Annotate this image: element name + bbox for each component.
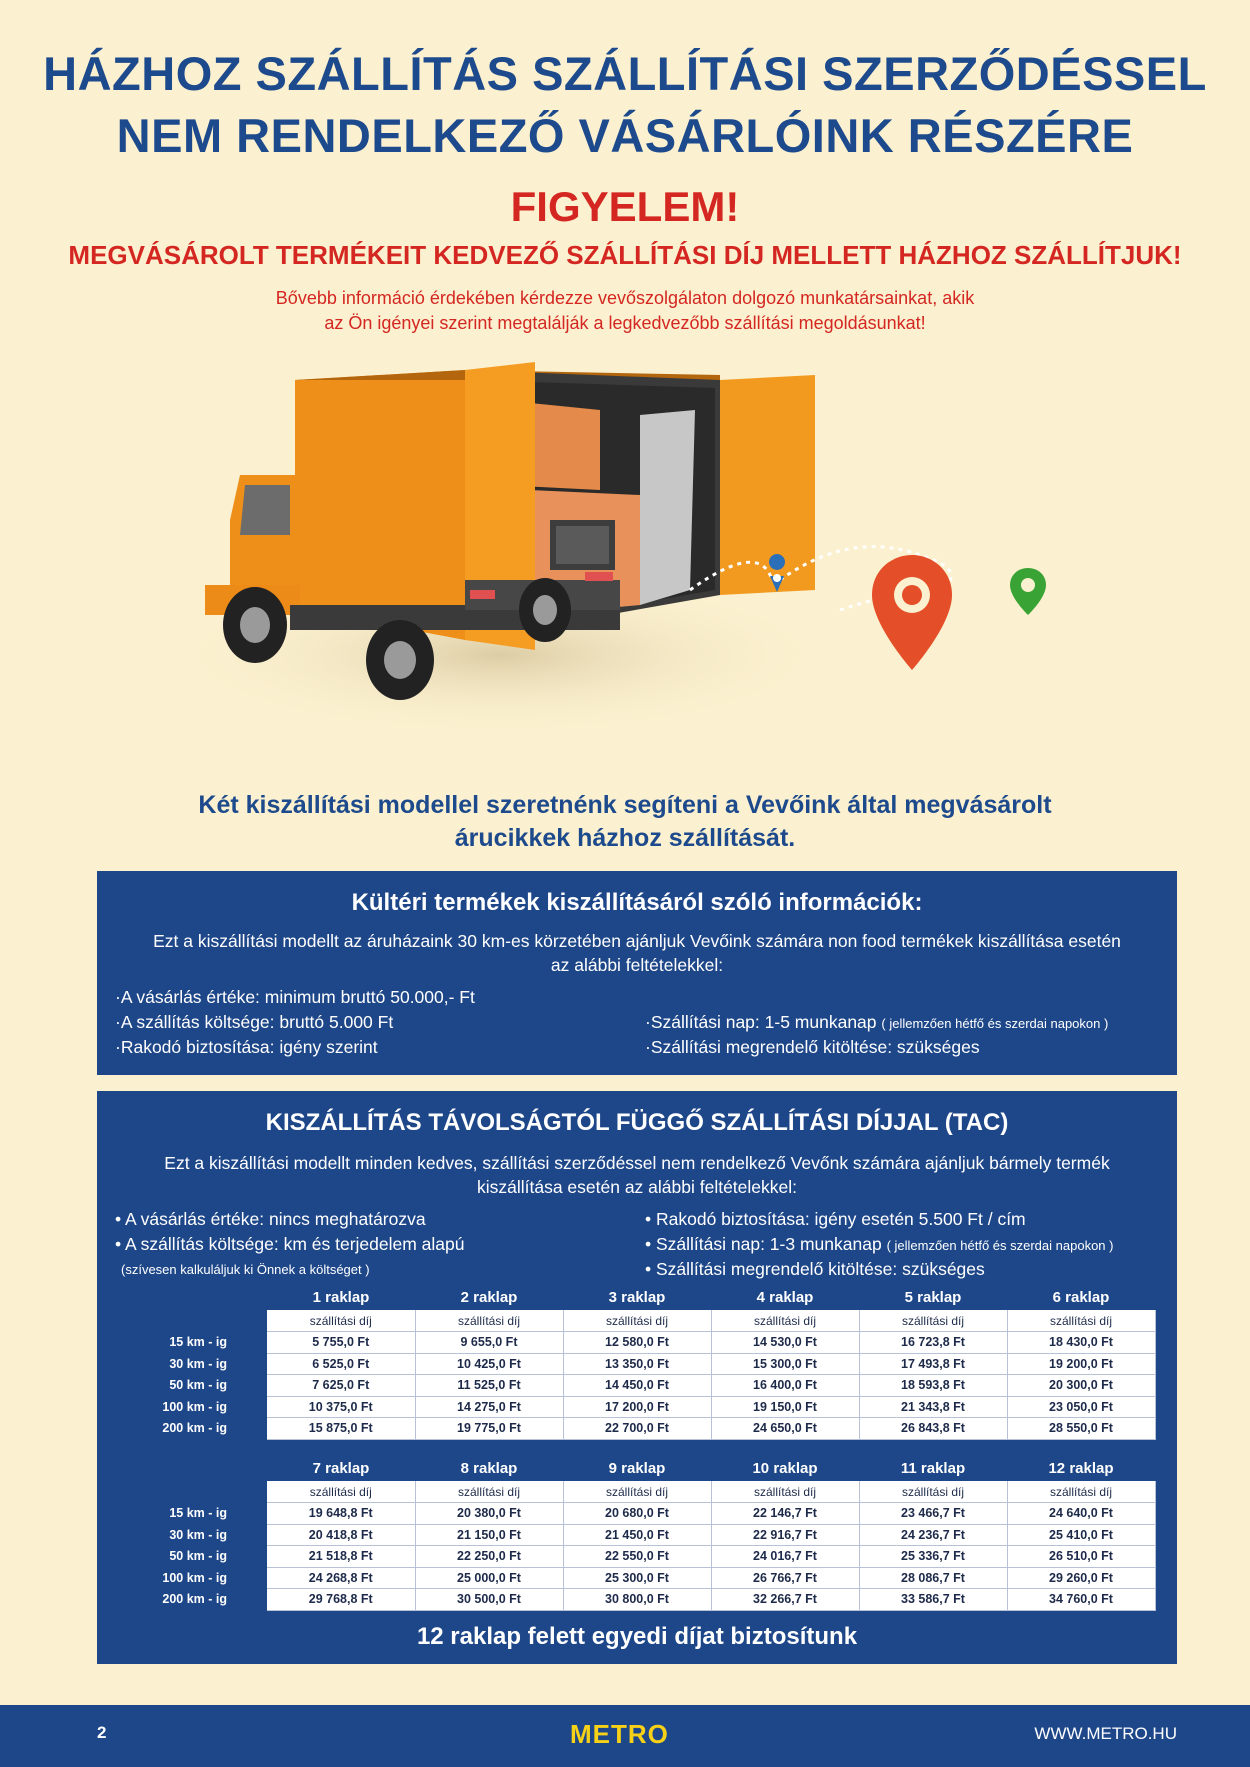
- outdoor-condition-min-value: ·A vásárlás értéke: minimum bruttó 50.000,- Ft: [115, 987, 475, 1007]
- fee-cell: 15 875,0 Ft: [267, 1418, 415, 1440]
- fee-cell: 7 625,0 Ft: [267, 1375, 415, 1397]
- fee-cell: 17 200,0 Ft: [563, 1396, 711, 1418]
- fee-cell: 25 000,0 Ft: [415, 1567, 563, 1589]
- info-line-1: Bővebb információ érdekében kérdezze vevőszolgálaton dolgozó munkatársainkat, akik: [275, 288, 975, 308]
- fee-cell: 21 343,8 Ft: [859, 1396, 1007, 1418]
- info-line-2: az Ön igényei szerint megtalálják a legkedvezőbb szállítási megoldásunkat!: [324, 313, 926, 333]
- fee-cell: 20 300,0 Ft: [1007, 1375, 1155, 1397]
- tac-condition-cost: • A szállítás költsége: km és terjedelem alapú: [115, 1234, 465, 1254]
- tac-intro-line1: Ezt a kiszállítási modellt minden kedves, szállítási szerződéssel nem rendelkező Vevőnk számára ajánljuk bármely termék: [164, 1153, 1110, 1173]
- pallet-column-header: 4 raklap: [756, 1289, 814, 1306]
- fee-cell: 14 530,0 Ft: [711, 1332, 859, 1354]
- outdoor-condition-delivery-day: [645, 1010, 1108, 1036]
- pallet-column-header: 7 raklap: [312, 1460, 370, 1477]
- table-row: [117, 1396, 1155, 1418]
- fee-cell: 22 146,7 Ft: [711, 1503, 859, 1525]
- fee-cell: 20 380,0 Ft: [415, 1503, 563, 1525]
- fee-cell: 22 250,0 Ft: [415, 1546, 563, 1568]
- fee-cell: 34 760,0 Ft: [1007, 1589, 1155, 1611]
- fee-cell: 32 266,7 Ft: [711, 1589, 859, 1611]
- fee-cell: 19 150,0 Ft: [711, 1396, 859, 1418]
- attention-heading: FIGYELEM!: [510, 183, 740, 230]
- fee-label-cell: szállítási díj: [859, 1481, 1007, 1503]
- fee-label-cell: szállítási díj: [711, 1481, 859, 1503]
- pallet-column-header: 5 raklap: [904, 1289, 962, 1306]
- fee-cell: 22 700,0 Ft: [563, 1418, 711, 1440]
- tac-delivery-panel: [97, 1091, 1177, 1664]
- tac-delivery-day-note: ( jellemzően hétfő és szerdai napokon ): [886, 1238, 1114, 1253]
- outdoor-condition-cost: ·A szállítás költsége: bruttó 5.000 Ft: [115, 1012, 394, 1032]
- fee-cell: 24 268,8 Ft: [267, 1567, 415, 1589]
- distance-label: 100 km - ig: [117, 1567, 267, 1589]
- fee-cell: 30 800,0 Ft: [563, 1589, 711, 1611]
- fee-cell: 25 410,0 Ft: [1007, 1524, 1155, 1546]
- fee-label-cell: szállítási díj: [563, 1310, 711, 1332]
- tac-delivery-day-text: • Szállítási nap: 1-3 munkanap: [645, 1234, 882, 1254]
- fee-label-cell: szállítási díj: [415, 1310, 563, 1332]
- metro-logo: METRO: [570, 1719, 669, 1749]
- delivery-models-line1: Két kiszállítási modellel szeretnénk segíteni a Vevőink által megvásárolt: [198, 791, 1052, 819]
- table-blank-cell: [117, 1310, 267, 1332]
- fee-cell: 20 680,0 Ft: [563, 1503, 711, 1525]
- fee-label-cell: szállítási díj: [267, 1310, 415, 1332]
- table-row: [117, 1375, 1155, 1397]
- outdoor-condition-loader: ·Rakodó biztosítása: igény szerint: [115, 1037, 378, 1057]
- outdoor-condition-order-form: ·Szállítási megrendelő kitöltése: szükséges: [645, 1037, 980, 1057]
- fee-cell: 13 350,0 Ft: [563, 1353, 711, 1375]
- fee-table-7-12-pallets: [117, 1456, 1156, 1611]
- fee-cell: 22 916,7 Ft: [711, 1524, 859, 1546]
- page-footer: [0, 1705, 1250, 1767]
- table-row: [117, 1353, 1155, 1375]
- fee-label-cell: szállítási díj: [859, 1310, 1007, 1332]
- table-row: [117, 1524, 1155, 1546]
- fee-table-1-6-pallets: [117, 1285, 1156, 1440]
- outdoor-delivery-panel: [97, 871, 1177, 1075]
- pallet-column-header: 12 raklap: [1048, 1460, 1114, 1477]
- table-row: [117, 1546, 1155, 1568]
- outdoor-delivery-day-text: ·Szállítási nap: 1-5 munkanap: [645, 1012, 877, 1032]
- table-blank-cell: [117, 1481, 267, 1503]
- fee-cell: 30 500,0 Ft: [415, 1589, 563, 1611]
- tac-condition-value: • A vásárlás értéke: nincs meghatározva: [115, 1209, 426, 1229]
- distance-label: 100 km - ig: [117, 1396, 267, 1418]
- fee-cell: 24 236,7 Ft: [859, 1524, 1007, 1546]
- fee-cell: 24 016,7 Ft: [711, 1546, 859, 1568]
- fee-cell: 19 775,0 Ft: [415, 1418, 563, 1440]
- fee-label-cell: szállítási díj: [415, 1481, 563, 1503]
- delivery-models-line2: árucikkek házhoz szállítását.: [454, 824, 796, 852]
- fee-cell: 28 086,7 Ft: [859, 1567, 1007, 1589]
- distance-label: 200 km - ig: [117, 1589, 267, 1611]
- fee-cell: 20 418,8 Ft: [267, 1524, 415, 1546]
- website-link[interactable]: WWW.METRO.HU: [1034, 1724, 1177, 1743]
- fee-label-cell: szállítási díj: [1007, 1310, 1155, 1332]
- tac-condition-order-form: • Szállítási megrendelő kitöltése: szükséges: [645, 1259, 985, 1279]
- delivery-truck-illustration: [200, 340, 1100, 770]
- outdoor-delivery-day-note: ( jellemzően hétfő és szerdai napokon ): [881, 1016, 1109, 1031]
- fee-cell: 26 766,7 Ft: [711, 1567, 859, 1589]
- fee-cell: 19 648,8 Ft: [267, 1503, 415, 1525]
- fee-cell: 25 336,7 Ft: [859, 1546, 1007, 1568]
- distance-label: 30 km - ig: [117, 1353, 267, 1375]
- tac-condition-cost-note: (szívesen kalkuláljuk ki Önnek a költséget ): [121, 1262, 370, 1277]
- fee-cell: 6 525,0 Ft: [267, 1353, 415, 1375]
- custom-fee-note: 12 raklap felett egyedi díjat biztosítunk: [416, 1623, 858, 1650]
- tac-condition-delivery-day: [645, 1232, 1113, 1258]
- pallet-column-header: 2 raklap: [460, 1289, 518, 1306]
- outdoor-intro-line1: Ezt a kiszállítási modellt az áruházaink 30 km-es körzetében ajánljuk Vevőink számára non food termékek kiszállítása esetén: [153, 931, 1121, 951]
- pallet-column-header: 6 raklap: [1052, 1289, 1110, 1306]
- distance-label: 15 km - ig: [117, 1332, 267, 1354]
- pallet-column-header: 1 raklap: [312, 1289, 370, 1306]
- table-row: [117, 1567, 1155, 1589]
- fee-cell: 19 200,0 Ft: [1007, 1353, 1155, 1375]
- fee-cell: 29 260,0 Ft: [1007, 1567, 1155, 1589]
- table-row: [117, 1332, 1155, 1354]
- table-row: [117, 1503, 1155, 1525]
- fee-label-cell: szállítási díj: [1007, 1481, 1155, 1503]
- outdoor-intro-line2: az alábbi feltételekkel:: [550, 955, 724, 975]
- distance-label: 50 km - ig: [117, 1375, 267, 1397]
- distance-label: 30 km - ig: [117, 1524, 267, 1546]
- fee-cell: 16 400,0 Ft: [711, 1375, 859, 1397]
- outdoor-panel-title: Kültéri termékek kiszállításáról szóló információk:: [351, 889, 923, 916]
- fee-cell: 9 655,0 Ft: [415, 1332, 563, 1354]
- table-corner: [117, 1456, 267, 1481]
- fee-cell: 21 450,0 Ft: [563, 1524, 711, 1546]
- fee-cell: 22 550,0 Ft: [563, 1546, 711, 1568]
- fee-cell: 28 550,0 Ft: [1007, 1418, 1155, 1440]
- fee-cell: 21 150,0 Ft: [415, 1524, 563, 1546]
- fee-cell: 23 050,0 Ft: [1007, 1396, 1155, 1418]
- fee-cell: 18 430,0 Ft: [1007, 1332, 1155, 1354]
- green-location-pin-icon: [1010, 568, 1046, 615]
- table-row: [117, 1418, 1155, 1440]
- table-row: [117, 1589, 1155, 1611]
- fee-cell: 10 425,0 Ft: [415, 1353, 563, 1375]
- fee-cell: 29 768,8 Ft: [267, 1589, 415, 1611]
- tac-panel-title: KISZÁLLÍTÁS TÁVOLSÁGTÓL FÜGGŐ SZÁLLÍTÁSI DÍJJAL (TAC): [265, 1109, 1009, 1136]
- fee-label-cell: szállítási díj: [267, 1481, 415, 1503]
- pallet-column-header: 8 raklap: [460, 1460, 518, 1477]
- page-number: 2: [97, 1723, 107, 1742]
- delivery-subtitle: MEGVÁSÁROLT TERMÉKEIT KEDVEZŐ SZÁLLÍTÁSI DÍJ MELLETT HÁZHOZ SZÁLLÍTJUK!: [68, 240, 1182, 270]
- fee-cell: 11 525,0 Ft: [415, 1375, 563, 1397]
- fee-cell: 16 723,8 Ft: [859, 1332, 1007, 1354]
- fee-cell: 26 843,8 Ft: [859, 1418, 1007, 1440]
- red-location-pin-icon: [872, 555, 952, 670]
- fee-cell: 21 518,8 Ft: [267, 1546, 415, 1568]
- fee-cell: 18 593,8 Ft: [859, 1375, 1007, 1397]
- fee-cell: 14 450,0 Ft: [563, 1375, 711, 1397]
- page-title-line1: HÁZHOZ SZÁLLÍTÁS SZÁLLÍTÁSI SZERZŐDÉSSEL: [43, 47, 1207, 100]
- tac-intro-line2: kiszállítása esetén az alábbi feltételekkel:: [476, 1177, 798, 1197]
- fee-cell: 17 493,8 Ft: [859, 1353, 1007, 1375]
- fee-label-cell: szállítási díj: [711, 1310, 859, 1332]
- fee-cell: 10 375,0 Ft: [267, 1396, 415, 1418]
- table-corner: [117, 1285, 267, 1310]
- fee-cell: 12 580,0 Ft: [563, 1332, 711, 1354]
- fee-cell: 5 755,0 Ft: [267, 1332, 415, 1354]
- fee-cell: 24 640,0 Ft: [1007, 1503, 1155, 1525]
- tac-condition-loader: • Rakodó biztosítása: igény esetén 5.500 Ft / cím: [645, 1209, 1026, 1229]
- pallet-column-header: 3 raklap: [608, 1289, 666, 1306]
- pallet-column-header: 10 raklap: [752, 1460, 818, 1477]
- distance-label: 15 km - ig: [117, 1503, 267, 1525]
- page-title-line2: NEM RENDELKEZŐ VÁSÁRLÓINK RÉSZÉRE: [116, 109, 1134, 162]
- pallet-column-header: 9 raklap: [608, 1460, 666, 1477]
- fee-cell: 15 300,0 Ft: [711, 1353, 859, 1375]
- pallet-column-header: 11 raklap: [900, 1460, 966, 1477]
- fee-cell: 24 650,0 Ft: [711, 1418, 859, 1440]
- fee-cell: 33 586,7 Ft: [859, 1589, 1007, 1611]
- fee-cell: 23 466,7 Ft: [859, 1503, 1007, 1525]
- fee-cell: 26 510,0 Ft: [1007, 1546, 1155, 1568]
- fee-label-cell: szállítási díj: [563, 1481, 711, 1503]
- fee-cell: 14 275,0 Ft: [415, 1396, 563, 1418]
- distance-label: 200 km - ig: [117, 1418, 267, 1440]
- fee-cell: 25 300,0 Ft: [563, 1567, 711, 1589]
- distance-label: 50 km - ig: [117, 1546, 267, 1568]
